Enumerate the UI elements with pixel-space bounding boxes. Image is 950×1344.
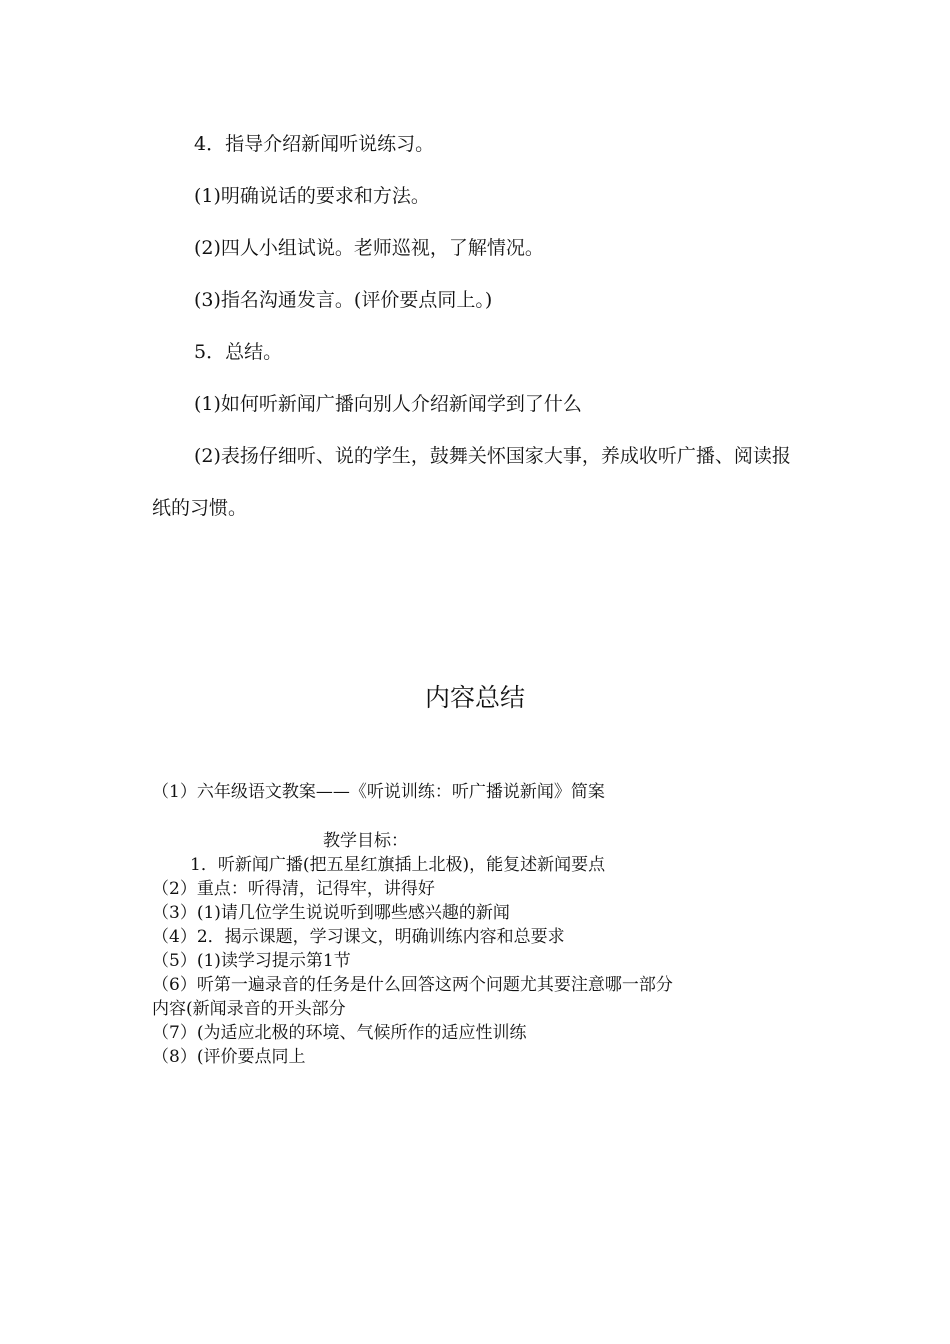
summary-list xyxy=(152,780,802,1069)
summary-line-6-cont: 内容(新闻录音的开头部分 xyxy=(152,999,346,1019)
summary-line-3: （3）(1)请几位学生说说听到哪些感兴趣的新闻 xyxy=(152,903,510,923)
section-title: 内容总结 xyxy=(424,683,525,712)
summary-line-1: （1）六年级语文教案——《听说训练：听广播说新闻》简案 xyxy=(152,782,605,802)
step-4-item-1: (1)明确说话的要求和方法。 xyxy=(194,185,430,207)
summary-line-5: （5）(1)读学习提示第1节 xyxy=(152,951,351,971)
summary-line-6: （6）听第一遍录音的任务是什么回答这两个问题尤其要注意哪一部分 xyxy=(152,975,673,995)
summary-line-objective-1: 1．听新闻广播(把五星红旗插上北极)，能复述新闻要点 xyxy=(190,855,606,875)
step-4-item-3: (3)指名沟通发言。(评价要点同上。) xyxy=(194,289,493,311)
summary-line-objectives: 教学目标： xyxy=(323,831,408,851)
summary-line-8: （8）(评价要点同上 xyxy=(152,1047,306,1067)
step-5-item-1: (1)如何听新闻广播向别人介绍新闻学到了什么 xyxy=(194,393,582,415)
step-4-heading: 4．指导介绍新闻听说练习。 xyxy=(194,133,435,155)
step-4-item-2: (2)四人小组试说。老师巡视，了解情况。 xyxy=(194,237,544,259)
step-5-item-2: (2)表扬仔细听、说的学生，鼓舞关怀国家大事，养成收听广播、阅读报纸的习惯。 xyxy=(152,445,791,519)
summary-line-7: （7）(为适应北极的环境、气候所作的适应性训练 xyxy=(152,1023,527,1043)
lesson-steps xyxy=(152,118,792,534)
step-5-heading: 5．总结。 xyxy=(194,341,283,363)
summary-line-2: （2）重点：听得清，记得牢，讲得好 xyxy=(152,879,435,899)
summary-line-4: （4）2．揭示课题，学习课文，明确训练内容和总要求 xyxy=(152,927,565,947)
